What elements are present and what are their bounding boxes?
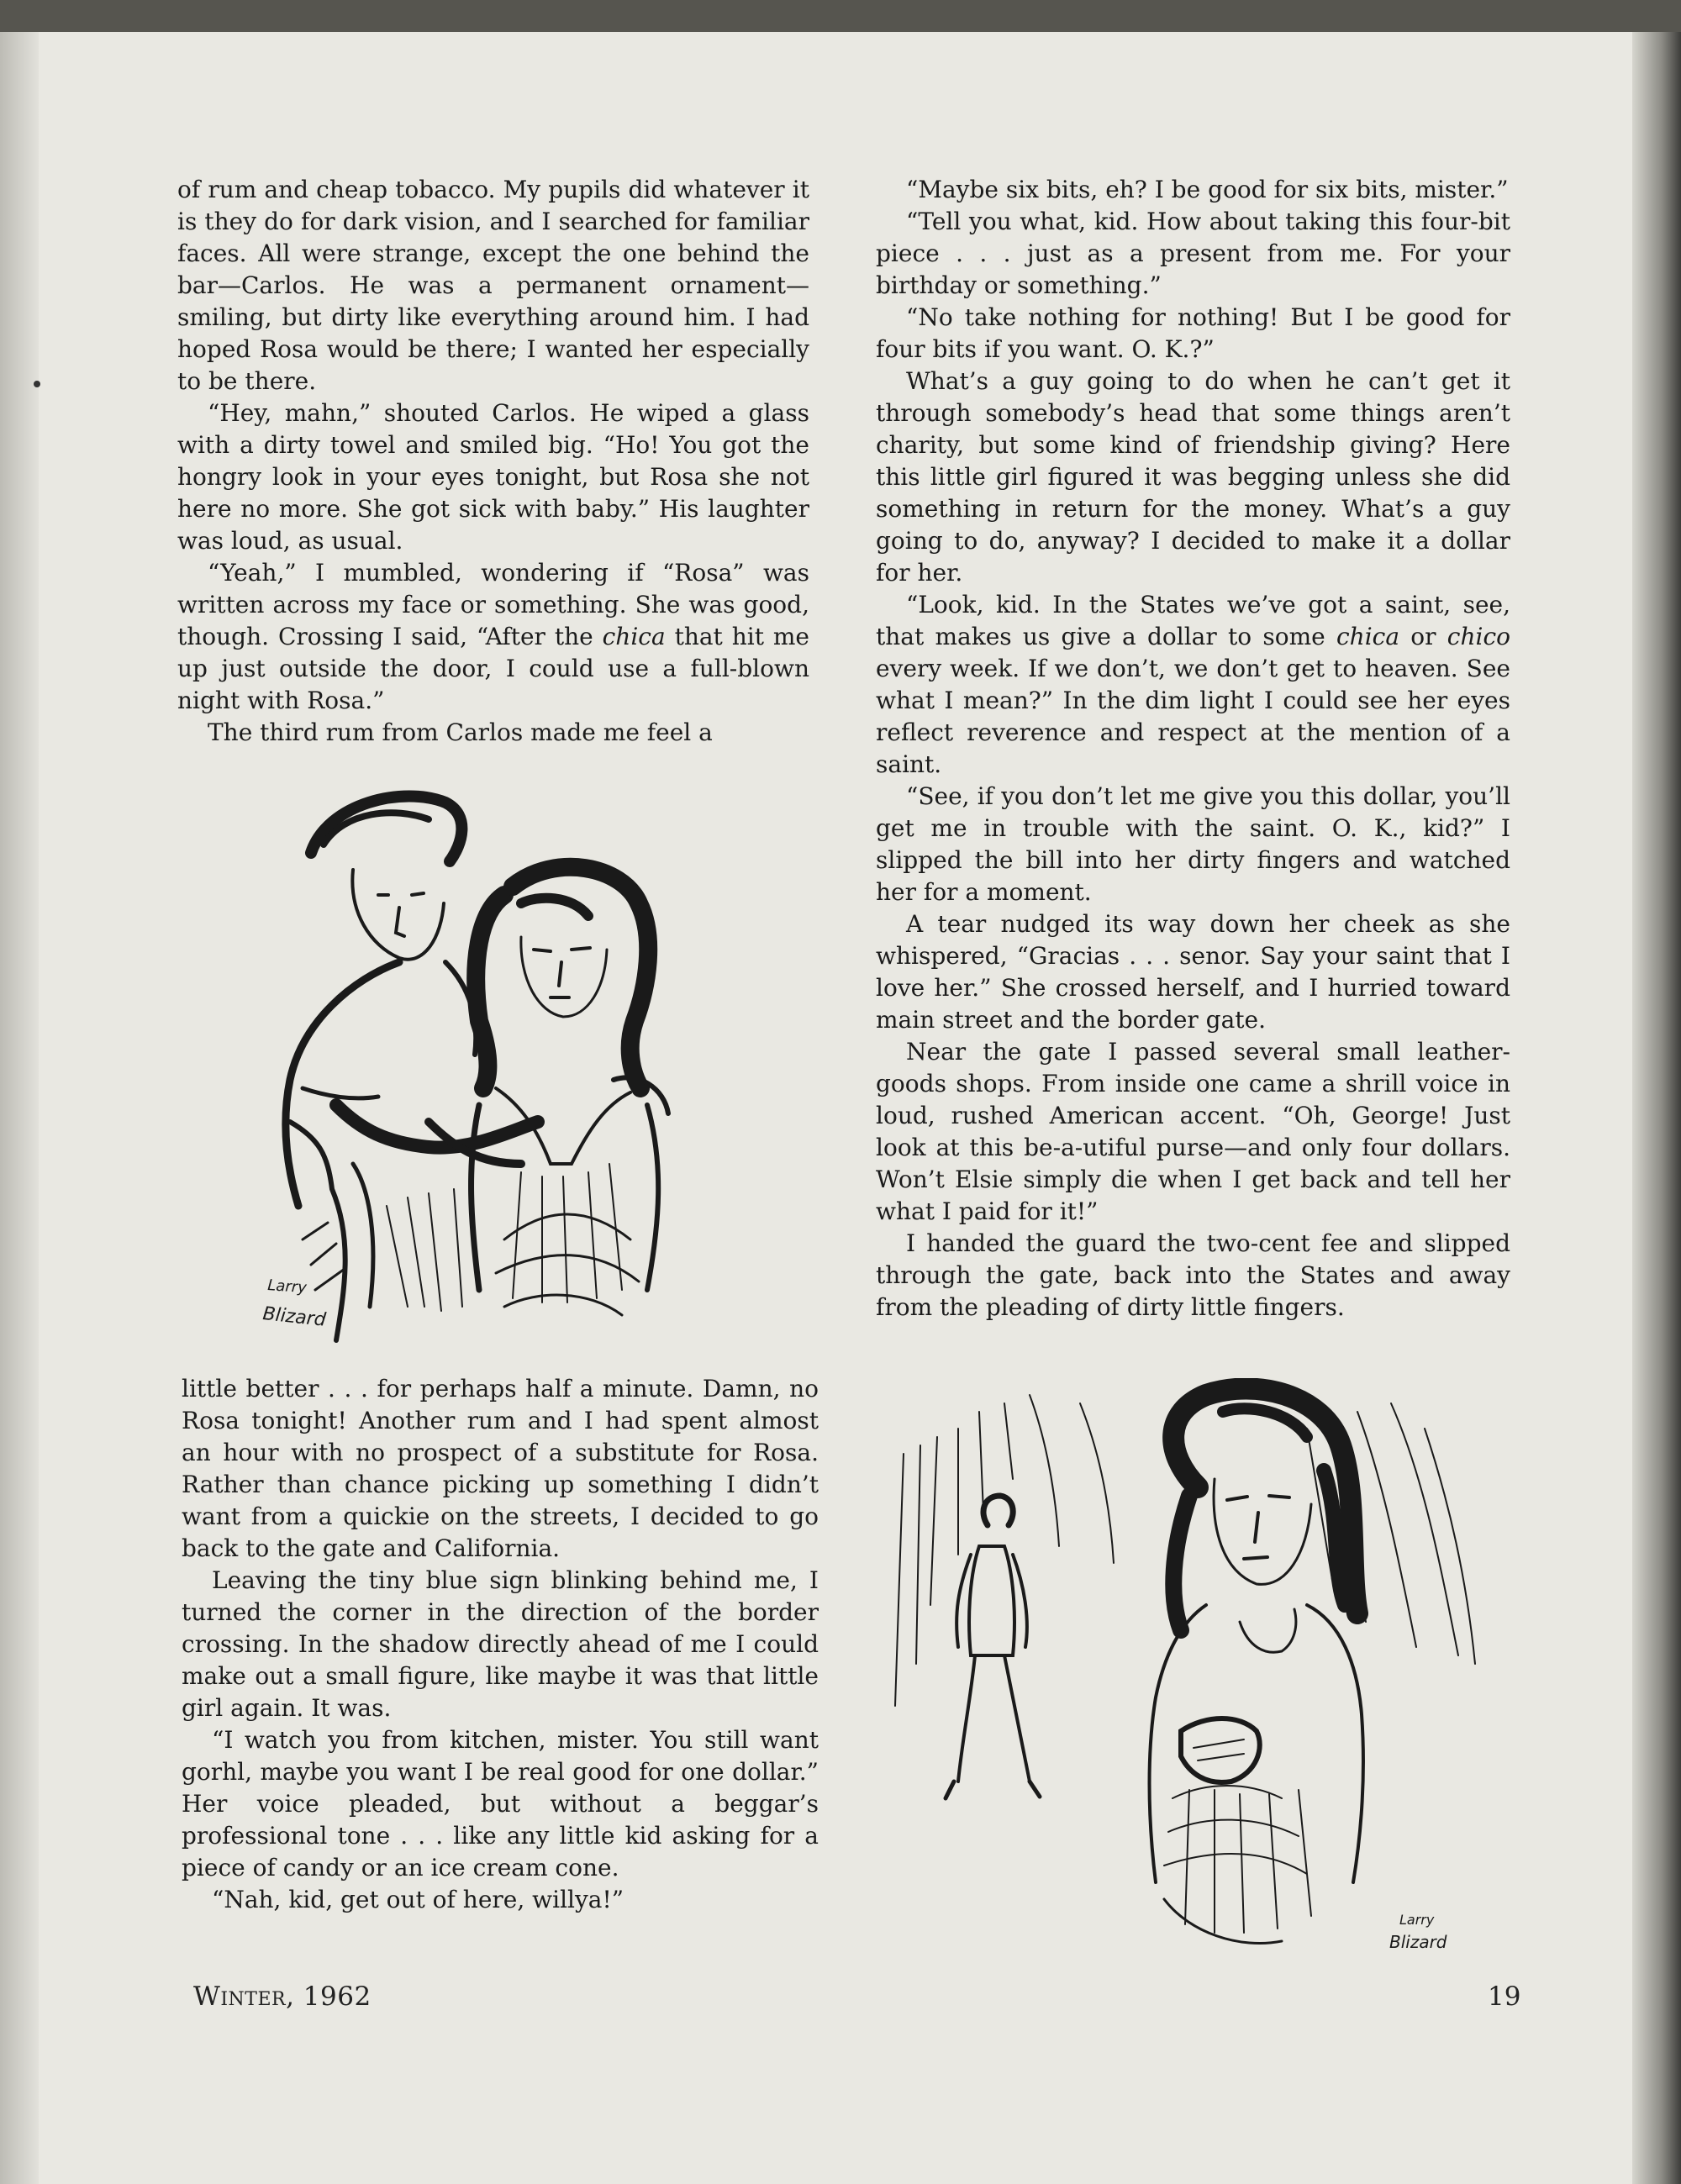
illustration-man-and-girl: [252, 769, 840, 1357]
artist-signature: Blizard: [1389, 1932, 1447, 1952]
paragraph: I handed the guard the two-cent fee and slipped through the gate, back into the States and away from the pleading of dirty little fingers.: [876, 1229, 1510, 1321]
left-column-top: [177, 174, 809, 749]
paragraph: Near the gate I passed several small leather-goods shops. From inside one came a shrill voice in loud, rushed American accent. “Oh, George! Just look at this be-a-utiful purse—and only four dollars. Won’t Elsie simply die when I get back and tell her what I paid for it!”: [876, 1038, 1510, 1225]
paragraph: “Look, kid. In the States we’ve got a saint, see, that makes us give a dollar to some chica or chico every week. If we don’t, we don’t get to heaven. See what I mean?” In the dim light I could see her eyes reflect reverence and respect at the mention of a saint.: [876, 591, 1510, 778]
paragraph: “Nah, kid, get out of here, willya!”: [212, 1886, 624, 1913]
paragraph: “No take nothing for nothing! But I be good for four bits if you want. O. K.?”: [876, 303, 1510, 363]
paragraph: “Maybe six bits, eh? I be good for six bits, mister.”: [906, 176, 1509, 203]
paragraph: A tear nudged its way down her cheek as she whispered, “Gracias . . . senor. Say your saint that I love her.” She crossed herself, and I hurried toward main street and the border gate.: [876, 910, 1510, 1034]
paragraph: “Hey, mahn,” shouted Carlos. He wiped a glass with a dirty towel and smiled big. “Ho! You got the hongry look in your eyes tonight, but Rosa she not here no more. She got sick with baby.” His laughter was loud, as usual.: [177, 399, 809, 555]
issue-footer: Winter, 1962: [193, 1981, 372, 2012]
right-column: [876, 174, 1510, 1324]
page-number: 19: [1488, 1981, 1521, 2012]
paragraph: of rum and cheap tobacco. My pupils did whatever it is they do for dark vision, and I searched for familiar faces. All were strange, except the one behind the bar—Carlos. He was a permanent ornament—smiling, but dirty like everything around him. I had hoped Rosa would be there; I wanted her especially to be there.: [177, 176, 809, 395]
paragraph: “See, if you don’t let me give you this dollar, you’ll get me in trouble with the saint. O. K., kid?” I slipped the bill into her dirty fingers and watched her for a moment.: [876, 782, 1510, 906]
left-column-bottom: [182, 1373, 819, 1916]
paragraph: “I watch you from kitchen, mister. You still want gorhl, maybe you want I be real good for one dollar.” Her voice pleaded, but without a beggar’s professional tone . . . like any little kid asking for a piece of candy or an ice cream cone.: [182, 1726, 819, 1881]
paragraph: What’s a guy going to do when he can’t get it through somebody’s head that some things aren’t charity, but some kind of friendship giving? Here this little girl figured it was begging unless she did something in return for the money. What’s a guy going to do, anyway? I decided to make it a dollar for her.: [876, 367, 1510, 587]
artist-signature: Larry: [266, 1276, 308, 1297]
paragraph: “Tell you what, kid. How about taking this four-bit piece . . . just as a present from me. For your birthday or something.”: [876, 208, 1510, 299]
paragraph: little better . . . for perhaps half a minute. Damn, no Rosa tonight! Another rum and I had spent almost an hour with no prospect of a substitute for Rosa. Rather than chance picking up something I didn’t want from a quickie on the streets, I decided to go back to the gate and California.: [182, 1375, 819, 1562]
paragraph: The third rum from Carlos made me feel a: [208, 718, 713, 746]
paragraph: Leaving the tiny blue sign blinking behind me, I turned the corner in the direction of the border crossing. In the shadow directly ahead of me I could make out a small figure, like maybe it was that little girl again. It was.: [182, 1566, 819, 1722]
page-right-edge: [1632, 32, 1681, 2184]
artist-signature: Larry: [1399, 1912, 1435, 1928]
page-gutter: [0, 32, 39, 2184]
illustration-girl-and-man-walking: [887, 1378, 1492, 1971]
binding-mark: [34, 381, 40, 387]
artist-signature: Blizard: [261, 1303, 327, 1331]
paragraph: “Yeah,” I mumbled, wondering if “Rosa” was written across my face or something. She was good, though. Crossing I said, “After the chica that hit me up just outside the door, I could use a full-blown night with Rosa.”: [177, 559, 809, 714]
